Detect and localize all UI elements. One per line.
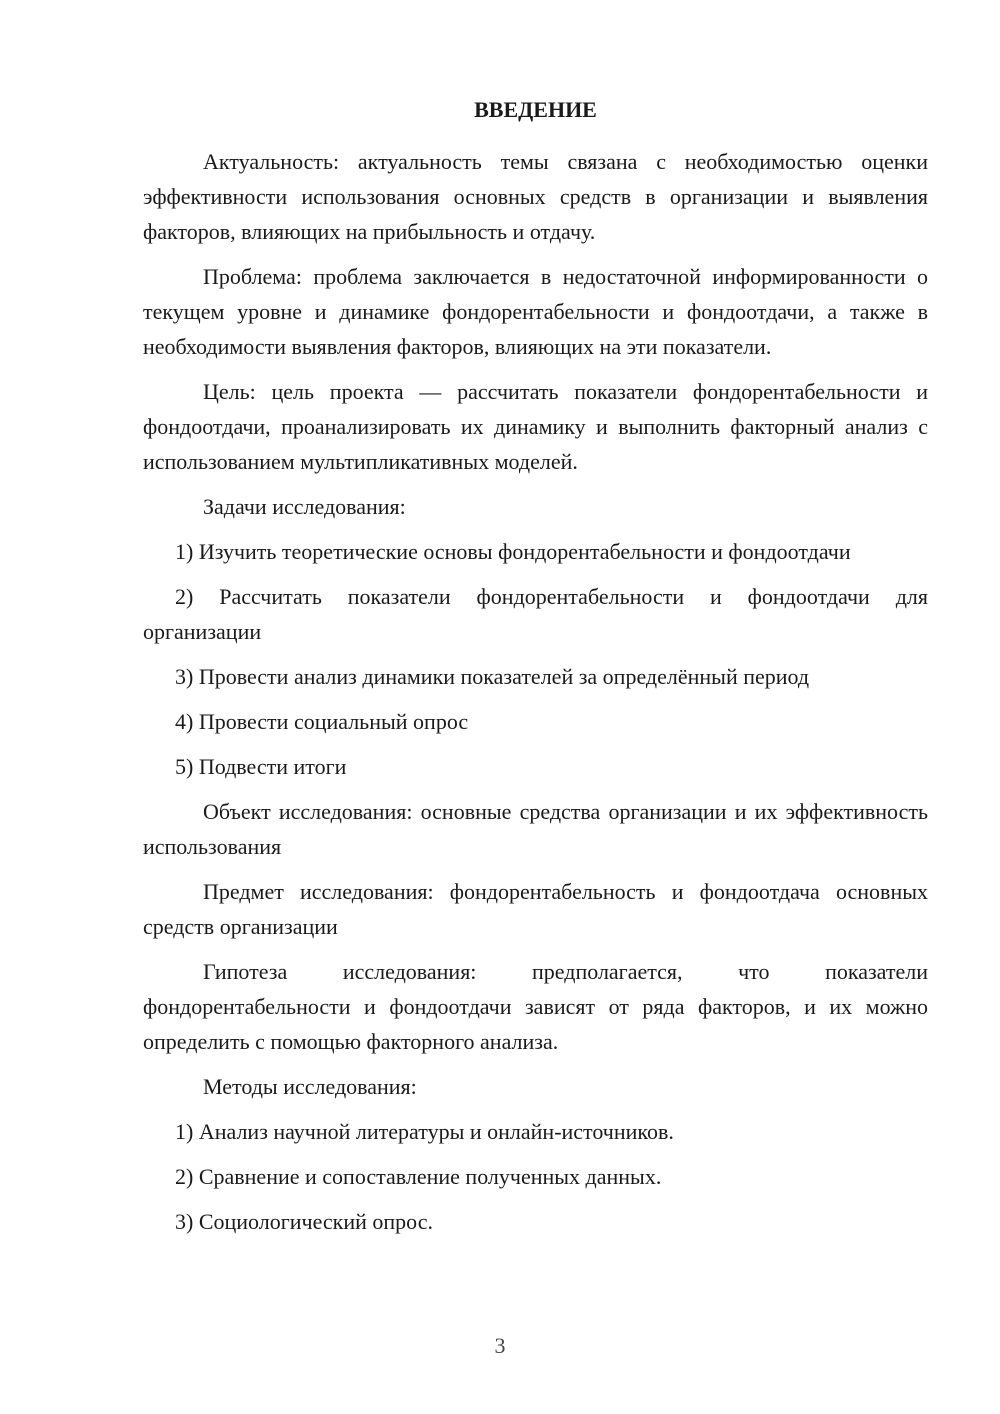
page-number: 3 [494, 1333, 506, 1358]
task-item-1: 1) Изучить теоретические основы фондорентабельности и фондоотдачи [175, 539, 851, 564]
task-item-3: 3) Провести анализ динамики показателей за определённый период [175, 664, 810, 689]
page-title: ВВЕДЕНИЕ [474, 97, 597, 122]
relevance-paragraph: Актуальность: актуальность темы связана с необходимостью оценки эффективности использования основных средств в организации и выявления факторов, влияющих на прибыльность и отдачу. [143, 149, 928, 244]
tasks-heading: Задачи исследования: [203, 494, 406, 519]
hypothesis-paragraph: Гипотеза исследования: предполагается, что показатели фондорентабельности и фондоотдачи зависят от ряда факторов, и их можно определить с помощью факторного анализа. [143, 959, 928, 1054]
goal-paragraph: Цель: цель проекта — рассчитать показатели фондорентабельности и фондоотдачи, проанализировать их динамику и выполнить факторный анализ с использованием мультипликативных моделей. [143, 379, 928, 474]
task-item-2: 2) Рассчитать показатели фондорентабельности и фондоотдачи для организации [143, 584, 928, 644]
methods-heading: Методы исследования: [203, 1074, 417, 1099]
method-item-2: 2) Сравнение и сопоставление полученных данных. [175, 1164, 662, 1189]
object-paragraph: Объект исследования: основные средства организации и их эффективность использования [143, 799, 928, 859]
problem-paragraph: Проблема: проблема заключается в недостаточной информированности о текущем уровне и динамике фондорентабельности и фондоотдачи, а также в необходимости выявления факторов, влияющих на эти показатели. [143, 264, 928, 359]
task-item-5: 5) Подвести итоги [175, 754, 347, 779]
task-item-4: 4) Провести социальный опрос [175, 709, 469, 734]
method-item-3: 3) Социологический опрос. [175, 1209, 433, 1234]
document-page [143, 92, 928, 1249]
method-item-1: 1) Анализ научной литературы и онлайн-источников. [175, 1119, 674, 1144]
subject-paragraph: Предмет исследования: фондорентабельность и фондоотдача основных средств организации [143, 879, 928, 939]
